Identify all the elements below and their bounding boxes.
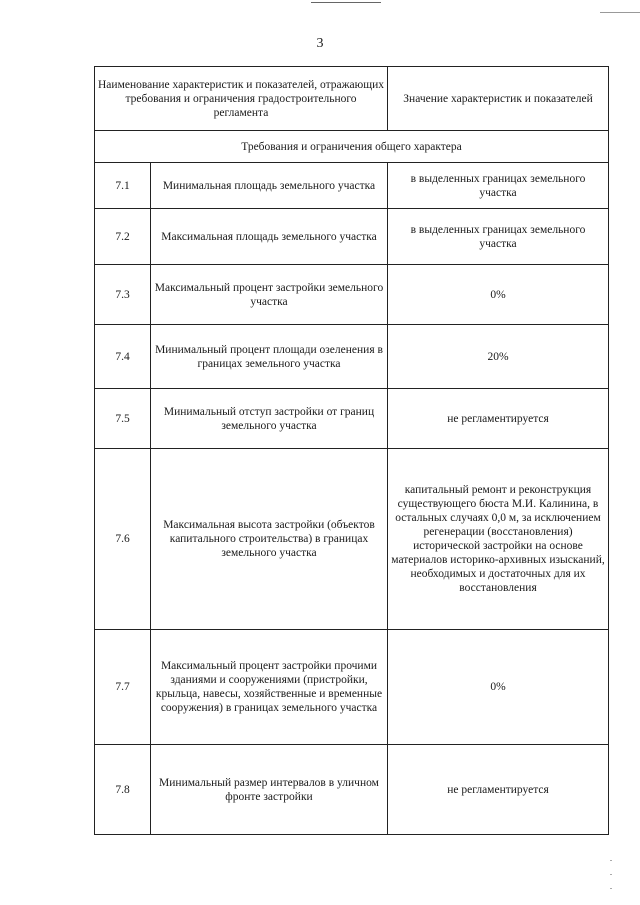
row-value: капитальный ремонт и реконструкция существующего бюста М.И. Калинина, в остальных случаях 0,0 м, за исключением регенерации (восстановления) исторической застройки на основе материалов историко-архивных изысканий, необходимых и достаточных для их восстановления [388,449,609,630]
row-name: Минимальный размер интервалов в уличном фронте застройки [151,745,388,835]
row-number: 7.6 [95,449,151,630]
page-number: 3 [316,36,324,51]
header-value-cell: Значение характеристик и показателей [388,67,609,131]
row-value: 20% [388,325,609,389]
table-row [95,209,609,265]
table-row [95,389,609,449]
row-number: 7.2 [95,209,151,265]
row-name: Максимальный процент застройки земельного участка [151,265,388,325]
scan-top-line [311,2,381,3]
row-number: 7.4 [95,325,151,389]
header-name-cell: Наименование характеристик и показателей, отражающих требования и ограничения градостроительного регламента [95,67,388,131]
row-value: в выделенных границах земельного участка [388,209,609,265]
table-row [95,745,609,835]
table-header-row [95,67,609,131]
row-name: Максимальный процент застройки прочими зданиями и сооружениями (пристройки, крыльца, навесы, хозяйственные и временные сооружения) в границах земельного участка [151,630,388,745]
section-title-row [95,131,609,163]
scan-top-line-right [600,12,640,13]
row-value: не регламентируется [388,389,609,449]
scan-artifact [610,860,612,861]
row-value: 0% [388,630,609,745]
row-number: 7.3 [95,265,151,325]
scan-artifact [610,874,612,875]
regulation-table [94,66,609,835]
row-name: Минимальный отступ застройки от границ земельного участка [151,389,388,449]
table-row [95,265,609,325]
row-number: 7.1 [95,163,151,209]
row-name: Минимальная площадь земельного участка [151,163,388,209]
row-value: не регламентируется [388,745,609,835]
table-row [95,449,609,630]
row-number: 7.5 [95,389,151,449]
row-name: Максимальная высота застройки (объектов капитального строительства) в границах земельного участка [151,449,388,630]
section-title: Требования и ограничения общего характера [95,131,609,163]
row-number: 7.8 [95,745,151,835]
row-name: Максимальная площадь земельного участка [151,209,388,265]
table-row [95,163,609,209]
scan-artifact [610,888,612,889]
table-row [95,630,609,745]
row-value: 0% [388,265,609,325]
row-number: 7.7 [95,630,151,745]
row-value: в выделенных границах земельного участка [388,163,609,209]
table-row [95,325,609,389]
row-name: Минимальный процент площади озеленения в границах земельного участка [151,325,388,389]
